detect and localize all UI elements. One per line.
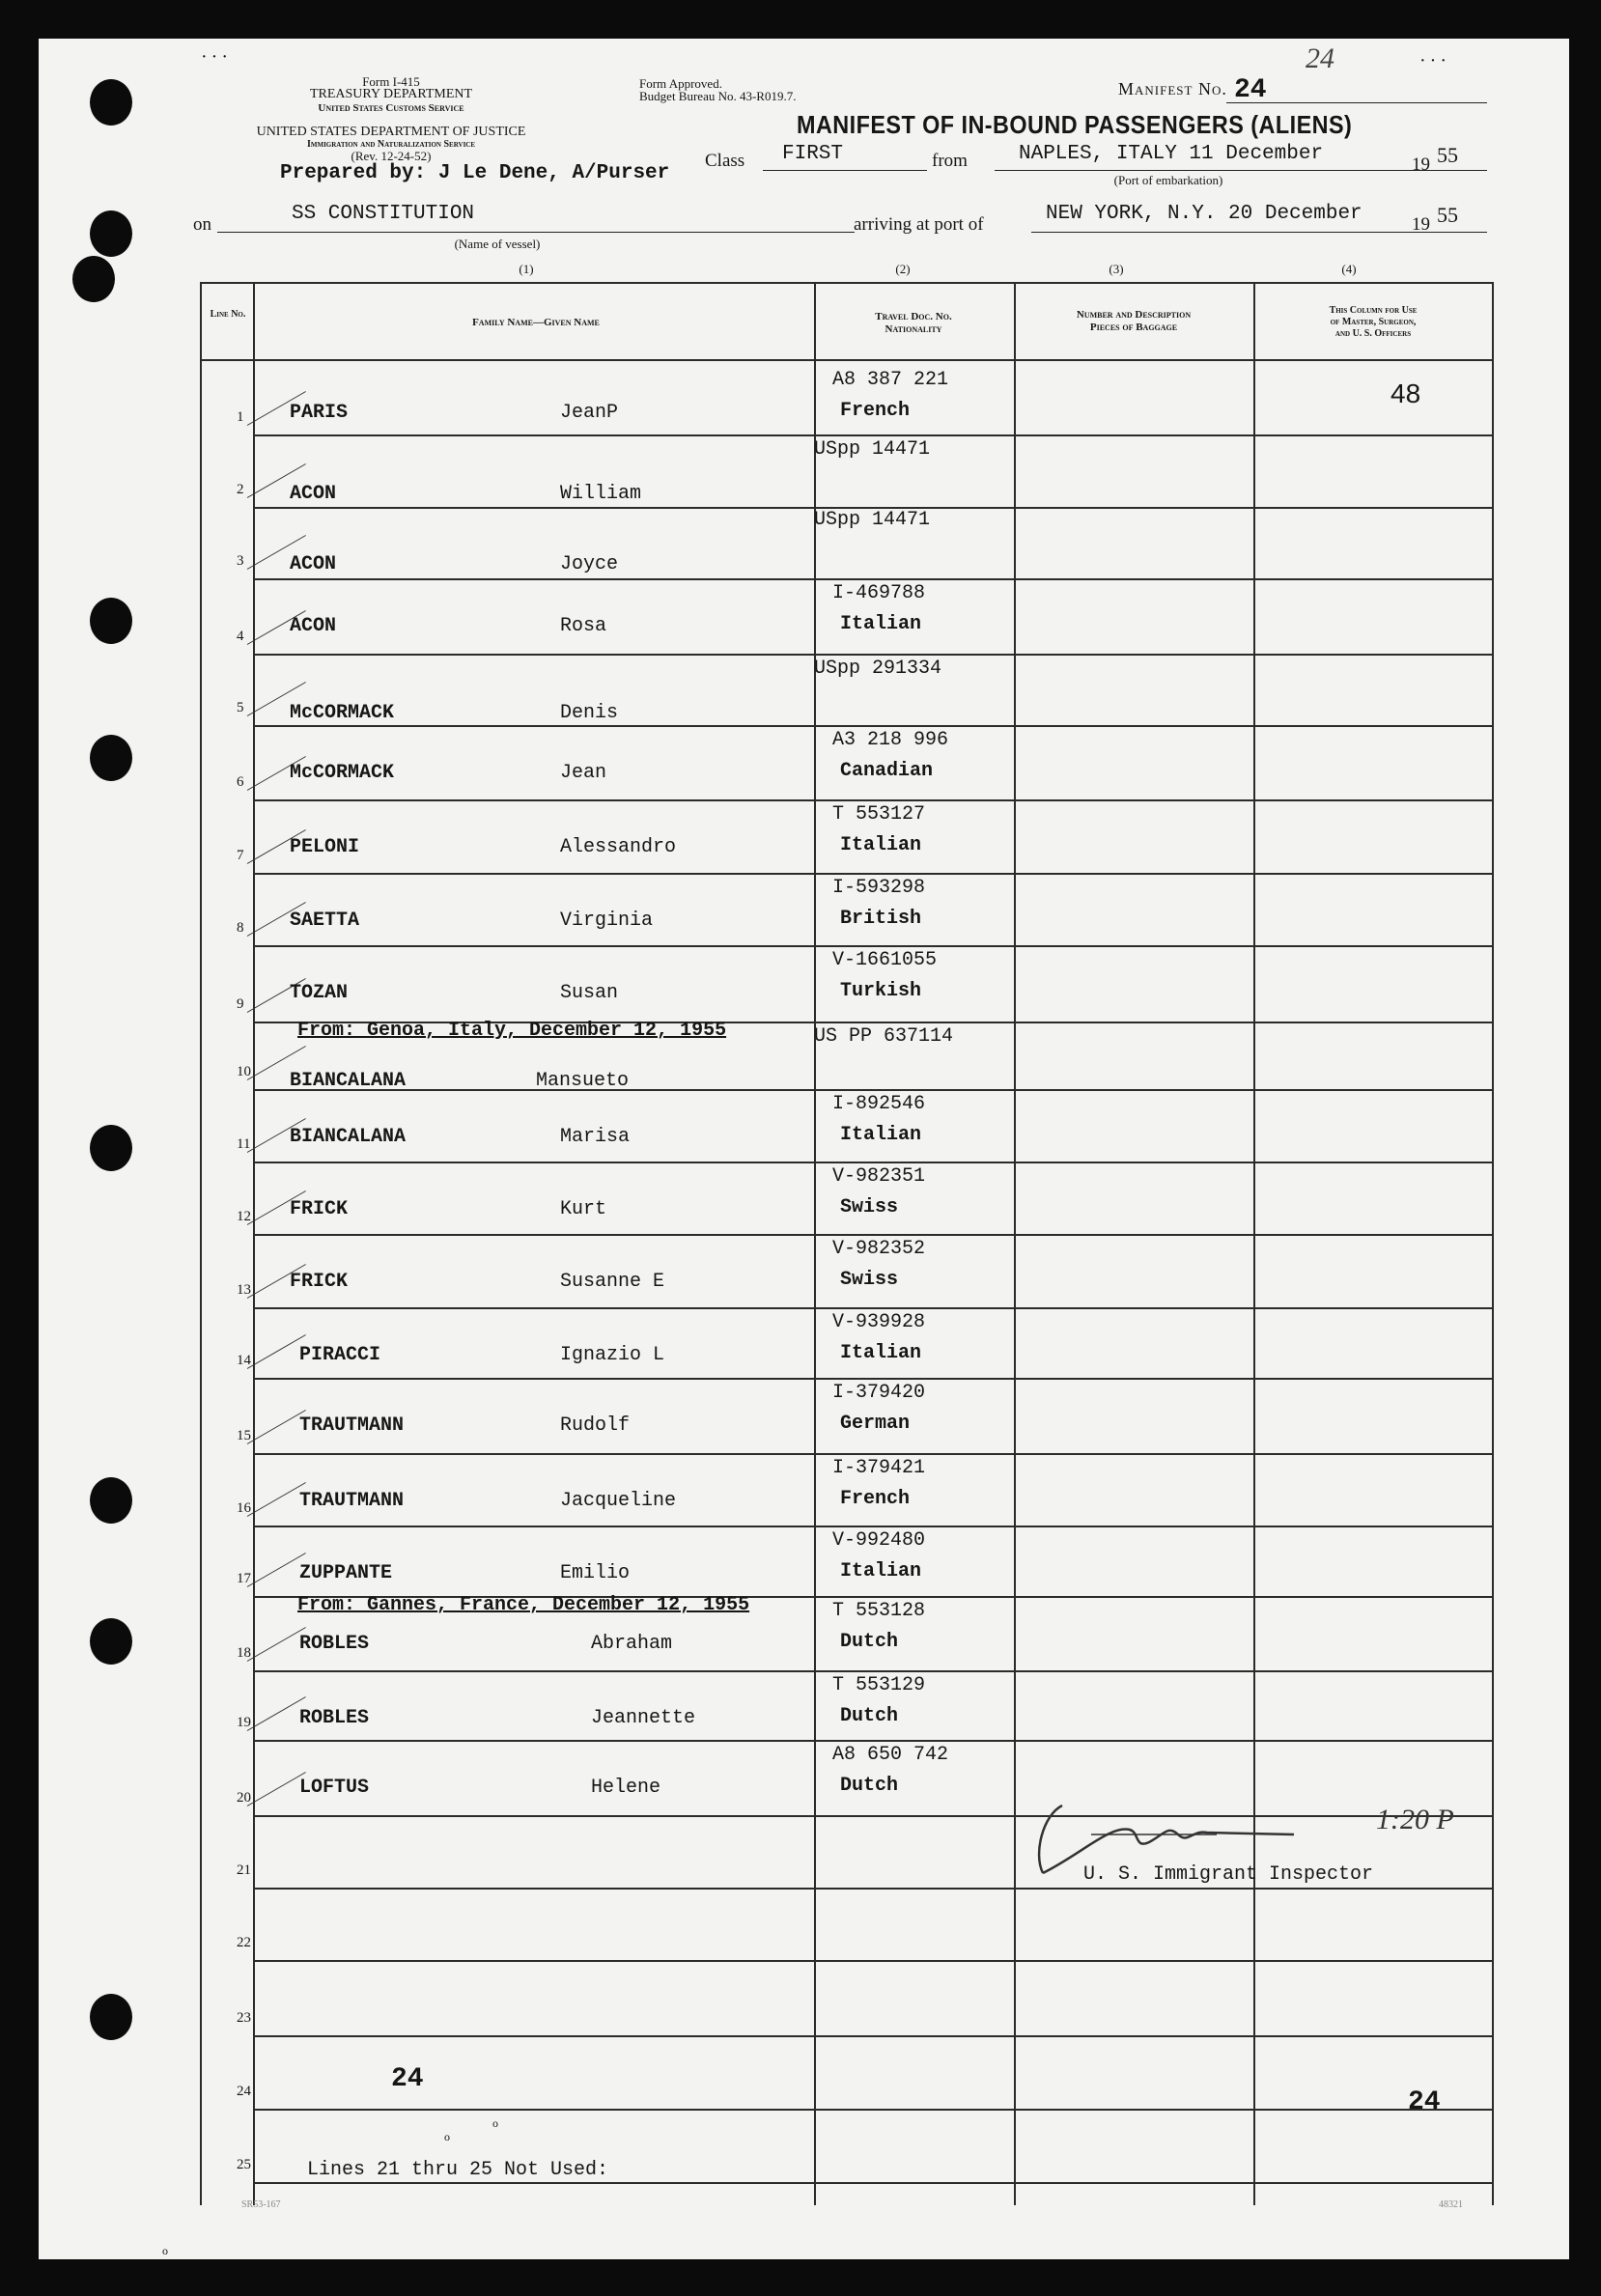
year-arrival: 55 [1437, 203, 1458, 227]
department-of-justice: UNITED STATES DEPARTMENT OF JUSTICE [256, 125, 526, 139]
circle-mark: o [162, 2244, 168, 2257]
nationality: Swiss [840, 1196, 899, 1218]
nationality: Canadian [840, 760, 934, 782]
travel-doc-number: V-1661055 [832, 949, 938, 971]
right-border [1492, 282, 1494, 2205]
prepared-by: Prepared by: J Le Dene, A/Purser [280, 162, 670, 184]
line-number: 8 [237, 920, 244, 936]
travel-doc-number: I-469788 [832, 582, 926, 604]
line-number: 2 [237, 482, 244, 497]
arriving-label: arriving at port of [854, 214, 984, 235]
page-title: MANIFEST OF IN-BOUND PASSENGERS (ALIENS) [797, 110, 1353, 139]
class-underline [763, 170, 927, 171]
line-number: 7 [237, 848, 244, 863]
year-embarkation: 55 [1437, 143, 1458, 167]
line-number: 14 [237, 1353, 251, 1368]
manifest-no: 24 [1234, 75, 1267, 105]
customs-service: United States Customs Service [318, 102, 464, 114]
travel-doc-number: A3 218 996 [832, 729, 949, 751]
family-name: SAETTA [290, 910, 360, 932]
row-divider [253, 1234, 1492, 1236]
col-2-number: (2) [895, 262, 911, 276]
line-number: 10 [237, 1064, 251, 1079]
count-right: 24 [1408, 2087, 1441, 2117]
family-name: TRAUTMANN [299, 1490, 405, 1512]
line-number: 20 [237, 1790, 251, 1806]
line-number: 18 [237, 1645, 251, 1661]
line-number: 3 [237, 553, 244, 569]
officers-header: This Column for Use [1329, 305, 1418, 316]
year-prefix: 19 [1412, 154, 1430, 175]
officers-header: and U. S. Officers [1334, 328, 1412, 339]
row-divider [253, 434, 1492, 436]
vessel-name: SS CONSTITUTION [292, 203, 475, 225]
name-divider [814, 282, 816, 2205]
travel-doc-number: USpp 14471 [814, 509, 931, 531]
baggage-divider [1253, 282, 1255, 2205]
port-of-embarkation: NAPLES, ITALY 11 December [1019, 143, 1324, 165]
signature-time: 1:20 P [1376, 1804, 1454, 1835]
travel-doc-number: T 553127 [832, 803, 926, 826]
family-name: ACON [290, 615, 337, 637]
given-name: Mansueto [536, 1070, 630, 1092]
manifest-no-label: Manifest No. [1118, 79, 1227, 98]
travel-doc-header: Travel Doc. No. [875, 311, 952, 322]
line-number: 19 [237, 1715, 251, 1730]
port-of-arrival: NEW YORK, N.Y. 20 December [1046, 203, 1362, 225]
nationality: Swiss [840, 1269, 899, 1291]
ins-service: Immigration and Naturalization Service [306, 139, 476, 150]
vessel-caption: (Name of vessel) [454, 237, 541, 251]
on-label: on [193, 214, 211, 235]
row-divider [253, 1162, 1492, 1163]
given-name: Marisa [560, 1126, 631, 1148]
year-underline [1410, 232, 1487, 233]
class-label: Class [705, 151, 745, 171]
nationality: Dutch [840, 1775, 899, 1797]
travel-doc-number: USpp 291334 [814, 658, 942, 680]
given-name: Denis [560, 702, 619, 724]
manifest-page [39, 39, 1569, 2259]
line-number: 25 [237, 2157, 251, 2172]
given-name: Joyce [560, 553, 619, 575]
form-code-right: 48321 [1439, 2199, 1463, 2210]
vessel-underline [217, 232, 855, 233]
line-number: 21 [237, 1862, 251, 1878]
line-number: 24 [237, 2084, 251, 2099]
row-divider [253, 654, 1492, 656]
family-name: ACON [290, 553, 337, 575]
travel-doc-number: T 553129 [832, 1674, 926, 1696]
family-name: TRAUTMANN [299, 1414, 405, 1437]
punch-hole [90, 79, 132, 126]
row-divider [253, 1526, 1492, 1527]
line-number: 16 [237, 1500, 251, 1516]
given-name: Jean [560, 762, 607, 784]
from-underline [995, 170, 1410, 171]
line-number: 4 [237, 629, 244, 644]
line-number: 22 [237, 1935, 251, 1950]
punch-hole [90, 598, 132, 644]
given-name: Susanne E [560, 1271, 665, 1293]
year-prefix: 19 [1412, 214, 1430, 235]
row-divider [253, 873, 1492, 875]
given-name: Jeannette [591, 1707, 696, 1729]
nationality: Dutch [840, 1631, 899, 1653]
row-divider [253, 1740, 1492, 1742]
col-4-number: (4) [1341, 262, 1357, 276]
row-divider [253, 725, 1492, 727]
family-name: McCORMACK [290, 762, 395, 784]
given-name: Jacqueline [560, 1490, 677, 1512]
travel-doc-number: V-992480 [832, 1529, 926, 1552]
travel-doc-number: I-379420 [832, 1382, 926, 1404]
family-name: ZUPPANTE [299, 1562, 393, 1584]
header-bottom-border [200, 359, 1494, 361]
nationality: Italian [840, 613, 922, 635]
line-number: 11 [237, 1136, 251, 1152]
row-divider [253, 1960, 1492, 1962]
line-number: 9 [237, 996, 244, 1012]
given-name: Alessandro [560, 836, 677, 858]
row-divider [253, 1089, 1492, 1091]
given-name: Virginia [560, 910, 654, 932]
nationality: British [840, 908, 922, 930]
given-name: Helene [591, 1777, 661, 1799]
travel-doc-number: V-939928 [832, 1311, 926, 1333]
line-number: 13 [237, 1282, 251, 1298]
from-label: from [932, 151, 968, 171]
manifest-no-underline [1226, 102, 1487, 103]
form-revision: (Rev. 12-24-52) [351, 149, 432, 163]
row-divider [253, 2109, 1492, 2111]
circle-mark: o [444, 2130, 450, 2143]
circle-mark: o [492, 2116, 498, 2130]
row-divider [253, 799, 1492, 801]
lines-not-used-note: Lines 21 thru 25 Not Used: [307, 2159, 609, 2181]
travel-doc-number: I-892546 [832, 1093, 926, 1115]
row-divider [253, 578, 1492, 580]
family-name: FRICK [290, 1271, 349, 1293]
row-divider [253, 2182, 1492, 2184]
treasury-department: TREASURY DEPARTMENT [309, 87, 473, 101]
given-name: Susan [560, 982, 619, 1004]
nationality: German [840, 1413, 911, 1435]
line-number: 15 [237, 1428, 251, 1443]
nationality: Italian [840, 1560, 922, 1582]
name-header: Family Name—Given Name [472, 317, 600, 328]
given-name: Rosa [560, 615, 607, 637]
table-top-border [200, 282, 1494, 284]
class-value: FIRST [782, 143, 844, 165]
punch-hole [90, 1994, 132, 2040]
travel-doc-number: V-982352 [832, 1238, 926, 1260]
port-embark-caption: (Port of embarkation) [1113, 173, 1223, 187]
punch-hole [90, 1618, 132, 1665]
row-divider [253, 1815, 1492, 1817]
line-number: 23 [237, 2010, 251, 2026]
travel-doc-number: T 553128 [832, 1600, 926, 1622]
budget-bureau: Budget Bureau No. 43-R019.7. [639, 89, 797, 103]
line-number: 5 [237, 700, 244, 715]
line-number: 6 [237, 774, 244, 790]
corner-dots: ··· [1419, 50, 1450, 71]
row-divider [253, 945, 1492, 947]
given-name: JeanP [560, 402, 619, 424]
travel-doc-number: A8 387 221 [832, 369, 949, 391]
row-divider [253, 1453, 1492, 1455]
line-no-header: Line No. [210, 309, 246, 320]
nationality: Turkish [840, 980, 922, 1002]
punch-hole [90, 1477, 132, 1524]
year-underline [1410, 170, 1487, 171]
family-name: ROBLES [299, 1633, 370, 1655]
nationality: French [840, 1488, 911, 1510]
punch-hole [72, 256, 115, 302]
nationality: Dutch [840, 1705, 899, 1727]
inspector-title: U. S. Immigrant Inspector [1083, 1863, 1374, 1886]
row-divider [253, 1378, 1492, 1380]
line-number: 17 [237, 1571, 251, 1586]
travel-doc-number: V-982351 [832, 1165, 926, 1188]
arriving-underline [1031, 232, 1410, 233]
travel-doc-number: A8 650 742 [832, 1744, 949, 1766]
line-number: 1 [237, 409, 244, 425]
row-divider [253, 2035, 1492, 2037]
nationality: Italian [840, 1342, 922, 1364]
given-name: Ignazio L [560, 1344, 665, 1366]
form-number: Form I-415 [362, 74, 420, 89]
travel-doc-number: I-593298 [832, 877, 926, 899]
row-divider [253, 1670, 1492, 1672]
count-left: 24 [391, 2064, 424, 2094]
officer-notation: 48 [1390, 378, 1421, 408]
family-name: PIRACCI [299, 1344, 381, 1366]
family-name: ROBLES [299, 1707, 370, 1729]
given-name: William [560, 483, 642, 505]
line-no-divider [253, 282, 255, 2205]
port-of-origin-note: From: Gannes, France, December 12, 1955 [297, 1594, 750, 1616]
baggage-header: Pieces of Baggage [1089, 322, 1178, 333]
given-name: Rudolf [560, 1414, 631, 1437]
officers-header: of Master, Surgeon, [1330, 317, 1417, 327]
nationality-header: Nationality [885, 323, 942, 335]
family-name: LOFTUS [299, 1777, 370, 1799]
punch-hole [90, 735, 132, 781]
form-code-left: SR53-167 [241, 2199, 281, 2210]
nationality: French [840, 400, 911, 422]
line-number: 12 [237, 1209, 251, 1224]
travel-doc-number: I-379421 [832, 1457, 926, 1479]
row-divider [253, 1307, 1492, 1309]
given-name: Emilio [560, 1562, 631, 1584]
corner-dots: ··· [201, 46, 232, 68]
travel-doc-number: USpp 14471 [814, 438, 931, 461]
family-name: ACON [290, 483, 337, 505]
family-name: PELONI [290, 836, 360, 858]
punch-hole [90, 210, 132, 257]
family-name: BIANCALANA [290, 1126, 407, 1148]
nationality: Italian [840, 1124, 922, 1146]
family-name: BIANCALANA [290, 1070, 407, 1092]
col-1-number: (1) [519, 262, 534, 276]
given-name: Abraham [591, 1633, 673, 1655]
family-name: FRICK [290, 1198, 349, 1220]
doc-divider [1014, 282, 1016, 2205]
manifest-no-handwritten: 24 [1306, 42, 1334, 74]
family-name: McCORMACK [290, 702, 395, 724]
family-name: PARIS [290, 402, 349, 424]
form-approved: Form Approved. [639, 76, 722, 91]
col-3-number: (3) [1109, 262, 1124, 276]
given-name: Kurt [560, 1198, 607, 1220]
baggage-header: Number and Description [1076, 309, 1192, 321]
punch-hole [90, 1125, 132, 1171]
row-divider [253, 1888, 1492, 1890]
port-of-origin-note: From: Genoa, Italy, December 12, 1955 [297, 1020, 727, 1042]
left-border [200, 282, 202, 2205]
nationality: Italian [840, 834, 922, 856]
travel-doc-number: US PP 637114 [814, 1025, 954, 1048]
family-name: TOZAN [290, 982, 349, 1004]
